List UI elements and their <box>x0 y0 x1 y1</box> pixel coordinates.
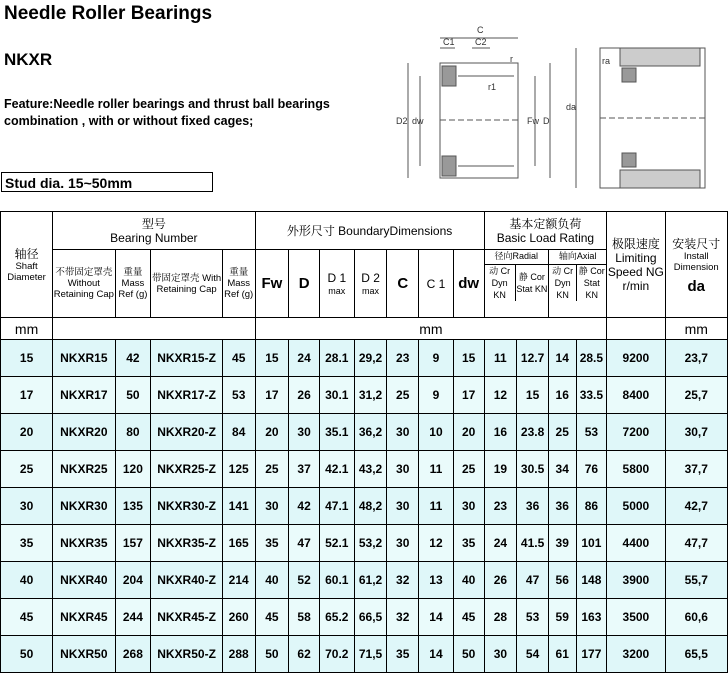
table-cell: 56 <box>548 562 576 599</box>
table-cell: 15 <box>517 377 549 414</box>
table-cell: 20 <box>453 414 484 451</box>
table-cell: 42,7 <box>665 488 728 525</box>
table-cell: 30,7 <box>665 414 728 451</box>
table-cell: 30.1 <box>319 377 354 414</box>
table-cell: 61 <box>548 636 576 673</box>
table-cell: 12 <box>419 525 454 562</box>
table-cell: 50 <box>115 377 151 414</box>
stud-diameter-range: Stud dia. 15~50mm <box>1 172 213 192</box>
table-cell: 19 <box>484 451 517 488</box>
table-cell: 214 <box>222 562 255 599</box>
table-cell: 101 <box>576 525 607 562</box>
table-cell: NKXR50 <box>53 636 115 673</box>
table-cell: 53 <box>222 377 255 414</box>
table-cell: 45 <box>453 599 484 636</box>
table-cell: NKXR40 <box>53 562 115 599</box>
table-cell: 61,2 <box>354 562 387 599</box>
table-cell: 42.1 <box>319 451 354 488</box>
table-cell: 43,2 <box>354 451 387 488</box>
label-fw: Fw <box>527 116 539 126</box>
table-cell: NKXR20 <box>53 414 115 451</box>
table-row <box>1 340 728 377</box>
table-cell: 47.1 <box>319 488 354 525</box>
feature-description: Feature:Needle roller bearings and thrust ball bearings combination , with or without fixed cages; <box>4 97 330 128</box>
table-cell: 14 <box>419 599 454 636</box>
header-cr-radial: 动 Cr Dyn KN <box>485 265 516 301</box>
table-cell: 36,2 <box>354 414 387 451</box>
table-cell: 37,7 <box>665 451 728 488</box>
table-cell: NKXR45 <box>53 599 115 636</box>
table-cell: 4400 <box>607 525 665 562</box>
table-cell: 5800 <box>607 451 665 488</box>
table-cell: NKXR30 <box>53 488 115 525</box>
table-cell: 17 <box>453 377 484 414</box>
table-cell: 35 <box>387 636 419 673</box>
bearing-drawing <box>390 18 710 193</box>
table-cell: 5000 <box>607 488 665 525</box>
table-cell: 28.1 <box>319 340 354 377</box>
table-cell: 47 <box>517 562 549 599</box>
table-cell: 59 <box>548 599 576 636</box>
header-d1: D 1 max <box>319 250 354 318</box>
header-fw: Fw <box>255 250 289 318</box>
header-install: 安装尺寸 Install Dimension da <box>665 212 728 318</box>
table-row <box>1 562 728 599</box>
label-r1: r1 <box>488 82 497 92</box>
table-cell: 29,2 <box>354 340 387 377</box>
page-title: Needle Roller Bearings <box>4 3 213 24</box>
table-cell: 30 <box>453 488 484 525</box>
table-cell: NKXR40-Z <box>151 562 223 599</box>
table-cell: 30 <box>255 488 289 525</box>
table-cell: 3900 <box>607 562 665 599</box>
table-cell: 40 <box>255 562 289 599</box>
table-cell: NKXR30-Z <box>151 488 223 525</box>
header-radial: 径向Radial 动 Cr Dyn KN 静 Cor Stat KN <box>484 250 548 318</box>
table-cell: 13 <box>419 562 454 599</box>
table-cell: 11 <box>419 451 454 488</box>
table-cell: 20 <box>255 414 289 451</box>
table-cell: 23 <box>484 488 517 525</box>
table-cell: 36 <box>517 488 549 525</box>
table-cell: 28 <box>484 599 517 636</box>
table-cell: 58 <box>289 599 320 636</box>
header-dw: dw <box>453 250 484 318</box>
table-cell: 16 <box>484 414 517 451</box>
table-cell: 204 <box>115 562 151 599</box>
table-cell: 25 <box>255 451 289 488</box>
table-cell: 30.5 <box>517 451 549 488</box>
table-cell: 148 <box>576 562 607 599</box>
header-mass-1: 重量 Mass Ref (g) <box>115 250 151 318</box>
unit-mm-mid: mm <box>255 318 607 340</box>
table-cell: 14 <box>548 340 576 377</box>
table-cell: 24 <box>289 340 320 377</box>
table-cell: 40 <box>453 562 484 599</box>
table-cell: 23,7 <box>665 340 728 377</box>
table-cell: 32 <box>387 562 419 599</box>
label-da: da <box>566 102 577 112</box>
table-cell: 244 <box>115 599 151 636</box>
table-cell: 28.5 <box>576 340 607 377</box>
table-cell: 25 <box>1 451 53 488</box>
table-cell: NKXR45-Z <box>151 599 223 636</box>
table-row <box>1 377 728 414</box>
table-cell: 70.2 <box>319 636 354 673</box>
table-cell: 53,2 <box>354 525 387 562</box>
table-cell: 35 <box>1 525 53 562</box>
table-cell: 15 <box>1 340 53 377</box>
table-cell: 30 <box>387 414 419 451</box>
table-cell: NKXR17-Z <box>151 377 223 414</box>
table-cell: 12 <box>484 377 517 414</box>
table-cell: 11 <box>419 488 454 525</box>
table-cell: 76 <box>576 451 607 488</box>
table-cell: 25 <box>453 451 484 488</box>
table-cell: NKXR35 <box>53 525 115 562</box>
header-c1: C 1 <box>419 250 454 318</box>
table-cell: NKXR25 <box>53 451 115 488</box>
table-cell: 42 <box>289 488 320 525</box>
table-cell: 12.7 <box>517 340 549 377</box>
table-cell: 120 <box>115 451 151 488</box>
spec-table <box>0 211 728 673</box>
table-cell: 30 <box>1 488 53 525</box>
spec-table-body <box>1 340 728 673</box>
table-cell: 65,5 <box>665 636 728 673</box>
table-cell: 11 <box>484 340 517 377</box>
table-cell: 47,7 <box>665 525 728 562</box>
table-cell: 31,2 <box>354 377 387 414</box>
table-cell: 66,5 <box>354 599 387 636</box>
label-c: C <box>477 25 484 35</box>
table-cell: 35.1 <box>319 414 354 451</box>
table-cell: 20 <box>1 414 53 451</box>
table-cell: 30 <box>387 451 419 488</box>
header-speed: 极限速度 Limiting Speed NG r/min <box>607 212 665 318</box>
table-row <box>1 451 728 488</box>
table-cell: 42 <box>115 340 151 377</box>
table-cell: 52 <box>289 562 320 599</box>
table-cell: 36 <box>548 488 576 525</box>
table-cell: 7200 <box>607 414 665 451</box>
table-cell: 45 <box>222 340 255 377</box>
header-c: C <box>387 250 419 318</box>
table-cell: 163 <box>576 599 607 636</box>
table-cell: 17 <box>255 377 289 414</box>
table-cell: 60,6 <box>665 599 728 636</box>
table-cell: 54 <box>517 636 549 673</box>
table-cell: 165 <box>222 525 255 562</box>
table-cell: 30 <box>289 414 320 451</box>
label-r: r <box>510 54 513 64</box>
header-cr-axial: 动 Cr Dyn KN <box>549 265 577 301</box>
table-row <box>1 599 728 636</box>
table-cell: 177 <box>576 636 607 673</box>
table-cell: 3200 <box>607 636 665 673</box>
table-cell: 9200 <box>607 340 665 377</box>
table-cell: 268 <box>115 636 151 673</box>
label-c1: C1 <box>443 37 455 47</box>
table-cell: 41.5 <box>517 525 549 562</box>
unit-mm-left: mm <box>1 318 53 340</box>
table-cell: 60.1 <box>319 562 354 599</box>
table-cell: 8400 <box>607 377 665 414</box>
table-cell: 30 <box>387 525 419 562</box>
header-d2: D 2 max <box>354 250 387 318</box>
table-cell: NKXR25-Z <box>151 451 223 488</box>
table-cell: 53 <box>576 414 607 451</box>
header-shaft: 轴径 Shaft Diameter <box>1 212 53 318</box>
table-cell: 30 <box>387 488 419 525</box>
table-cell: 35 <box>255 525 289 562</box>
table-cell: 52.1 <box>319 525 354 562</box>
table-row <box>1 525 728 562</box>
table-cell: 45 <box>255 599 289 636</box>
table-cell: 288 <box>222 636 255 673</box>
table-cell: 15 <box>453 340 484 377</box>
table-cell: 55,7 <box>665 562 728 599</box>
table-cell: 48,2 <box>354 488 387 525</box>
table-cell: 40 <box>1 562 53 599</box>
table-cell: 45 <box>1 599 53 636</box>
table-row <box>1 488 728 525</box>
label-d2: D2 <box>396 116 408 126</box>
label-d: D <box>543 116 550 126</box>
table-cell: 17 <box>1 377 53 414</box>
table-cell: 3500 <box>607 599 665 636</box>
table-cell: 37 <box>289 451 320 488</box>
table-cell: 35 <box>453 525 484 562</box>
table-cell: 16 <box>548 377 576 414</box>
table-cell: 135 <box>115 488 151 525</box>
table-cell: 80 <box>115 414 151 451</box>
table-cell: 141 <box>222 488 255 525</box>
unit-mm-right: mm <box>665 318 728 340</box>
table-cell: 47 <box>289 525 320 562</box>
label-c2: C2 <box>475 37 487 47</box>
table-cell: 23 <box>387 340 419 377</box>
table-cell: 33.5 <box>576 377 607 414</box>
header-cor-radial: 静 Cor Stat KN <box>516 272 548 294</box>
table-row <box>1 414 728 451</box>
table-cell: 26 <box>484 562 517 599</box>
table-cell: 25 <box>548 414 576 451</box>
table-cell: 50 <box>255 636 289 673</box>
table-cell: 125 <box>222 451 255 488</box>
label-ra: ra <box>602 56 611 66</box>
table-cell: NKXR15 <box>53 340 115 377</box>
table-cell: 39 <box>548 525 576 562</box>
table-cell: NKXR20-Z <box>151 414 223 451</box>
table-cell: 62 <box>289 636 320 673</box>
table-cell: 71,5 <box>354 636 387 673</box>
table-cell: 65.2 <box>319 599 354 636</box>
table-cell: 50 <box>1 636 53 673</box>
table-cell: 23.8 <box>517 414 549 451</box>
table-cell: 9 <box>419 340 454 377</box>
table-cell: 10 <box>419 414 454 451</box>
header-d: D <box>289 250 320 318</box>
header-bearing-number: 型号 Bearing Number <box>53 212 255 250</box>
table-cell: NKXR17 <box>53 377 115 414</box>
header-with-cap: 带固定罩壳 With Retaining Cap <box>151 250 223 318</box>
table-cell: 260 <box>222 599 255 636</box>
table-cell: NKXR15-Z <box>151 340 223 377</box>
table-cell: 25 <box>387 377 419 414</box>
table-cell: 25,7 <box>665 377 728 414</box>
header-load-rating: 基本定额负荷 Basic Load Rating <box>484 212 607 250</box>
table-cell: 34 <box>548 451 576 488</box>
table-cell: 50 <box>453 636 484 673</box>
table-cell: 14 <box>419 636 454 673</box>
table-cell: 86 <box>576 488 607 525</box>
table-cell: 84 <box>222 414 255 451</box>
label-dw: dw <box>412 116 424 126</box>
table-cell: 24 <box>484 525 517 562</box>
table-cell: 26 <box>289 377 320 414</box>
table-cell: 157 <box>115 525 151 562</box>
table-cell: 15 <box>255 340 289 377</box>
table-cell: 32 <box>387 599 419 636</box>
table-row <box>1 636 728 673</box>
table-cell: 30 <box>484 636 517 673</box>
table-cell: NKXR50-Z <box>151 636 223 673</box>
header-mass-2: 重量 Mass Ref (g) <box>222 250 255 318</box>
table-cell: 9 <box>419 377 454 414</box>
table-cell: NKXR35-Z <box>151 525 223 562</box>
header-cor-axial: 静 Cor Stat KN <box>578 266 605 300</box>
series-title: NKXR <box>4 50 53 69</box>
header-without-cap: 不带固定罩壳 Without Retaining Cap <box>53 250 115 318</box>
header-boundary: 外形尺寸 BoundaryDimensions <box>255 212 484 250</box>
header-axial: 轴向Axial 动 Cr Dyn KN 静 Cor Stat KN <box>548 250 606 318</box>
table-cell: 53 <box>517 599 549 636</box>
